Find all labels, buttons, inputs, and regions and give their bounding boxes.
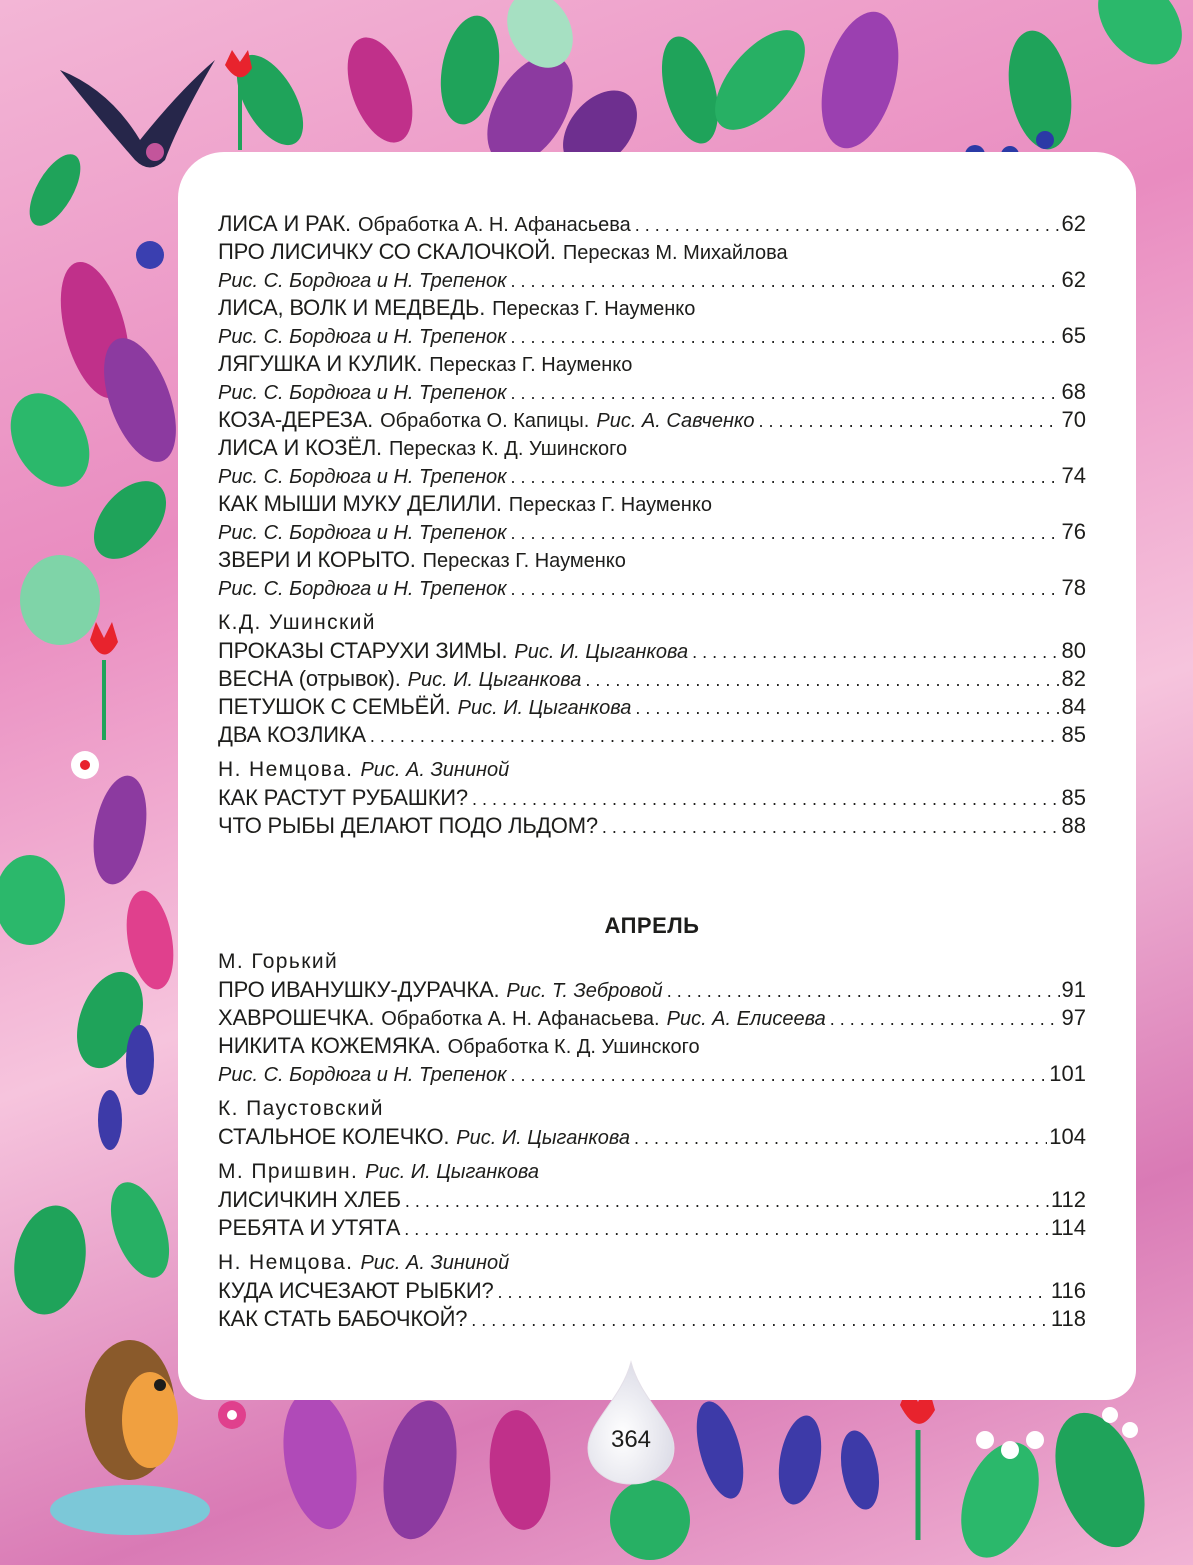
page-ref: 76 [1061, 519, 1086, 544]
entry-title: ЛИСИЧКИН ХЛЕБ [218, 1187, 401, 1212]
author-name: Н. Немцова. [218, 758, 354, 781]
page-ref: 84 [1061, 694, 1086, 719]
author-name: Н. Немцова. [218, 1251, 354, 1274]
leader-dots [634, 1124, 1047, 1151]
entry-title: НИКИТА КОЖЕМЯКА. [218, 1033, 441, 1058]
entry-title: ЛИСА И КОЗЁЛ. [218, 435, 382, 460]
entry-title: ВЕСНА (отрывок). [218, 666, 401, 691]
entry-illustrator: Рис. И. Цыганкова [457, 697, 632, 719]
author-heading: К. Паустовский [218, 1097, 384, 1120]
toc-entry-heading[interactable] [218, 1032, 1086, 1060]
leader-dots [602, 813, 1060, 840]
entry-illustrator: Рис. С. Бордюга и Н. Трепенок [218, 522, 507, 544]
toc-entry-illustrator[interactable] [218, 266, 1086, 294]
entry-adapter: Обработка О. Капицы. [380, 410, 590, 432]
leader-dots [471, 1306, 1049, 1333]
leader-dots [404, 1215, 1049, 1242]
author-heading [218, 756, 1086, 784]
bottom-tulip-icon [900, 1385, 935, 1540]
toc-entry-heading[interactable] [218, 294, 1086, 322]
toc-entry-illustrator[interactable] [218, 462, 1086, 490]
entry-title: ПЕТУШОК С СЕМЬЁЙ. [218, 694, 451, 719]
leader-dots [585, 666, 1059, 693]
page-number-droplet [586, 1360, 676, 1486]
page-ref: 82 [1061, 666, 1086, 691]
toc-entry[interactable] [218, 976, 1086, 1004]
page-ref: 80 [1061, 638, 1086, 663]
leader-dots [370, 722, 1060, 749]
toc-entry[interactable] [218, 406, 1086, 434]
page-ref: 114 [1050, 1215, 1086, 1240]
entry-adapter: Пересказ Г. Науменко [422, 550, 626, 572]
toc-entry[interactable] [218, 693, 1086, 721]
toc-entry[interactable] [218, 1186, 1086, 1214]
leader-dots [511, 519, 1060, 546]
toc-entry-heading[interactable] [218, 490, 1086, 518]
entry-title: КАК МЫШИ МУКУ ДЕЛИЛИ. [218, 491, 502, 516]
page-number: 364 [610, 1426, 652, 1453]
left-tulip-icon [90, 622, 118, 740]
leader-dots [498, 1278, 1049, 1305]
toc-entry-illustrator[interactable] [218, 322, 1086, 350]
page-ref: 65 [1061, 323, 1086, 348]
leader-dots [635, 694, 1059, 721]
entry-title: ПРО ИВАНУШКУ-ДУРАЧКА. [218, 977, 500, 1002]
entry-adapter: Обработка К. Д. Ушинского [447, 1036, 700, 1058]
leader-dots [511, 1061, 1048, 1088]
bottom-lilac-icon [273, 1385, 555, 1545]
page-ref: 112 [1050, 1187, 1086, 1212]
swallow-bird-icon [60, 60, 215, 168]
page-ref: 97 [1061, 1005, 1086, 1030]
leader-dots [472, 785, 1060, 812]
section-title-april: АПРЕЛЬ [604, 913, 700, 938]
entry-illustrator: Рис. А. Елисеева [666, 1008, 826, 1030]
leader-dots [635, 211, 1060, 238]
entry-illustrator: Рис. С. Бордюга и Н. Трепенок [218, 326, 507, 348]
toc-entry[interactable] [218, 1004, 1086, 1032]
page-ref: 62 [1061, 267, 1086, 292]
entry-title: КАК СТАТЬ БАБОЧКОЙ? [218, 1306, 468, 1331]
entry-title: ЛЯГУШКА И КУЛИК. [218, 351, 423, 376]
entry-illustrator: Рис. С. Бордюга и Н. Трепенок [218, 270, 507, 292]
leader-dots [692, 638, 1059, 665]
author-heading: М. Горький [218, 950, 339, 973]
page-ref: 118 [1050, 1306, 1086, 1331]
entry-title: СТАЛЬНОЕ КОЛЕЧКО. [218, 1124, 450, 1149]
entry-title: ЧТО РЫБЫ ДЕЛАЮТ ПОДО ЛЬДОМ? [218, 813, 598, 838]
author-illustrator: Рис. А. Зининой [360, 759, 510, 781]
entry-title: ЛИСА, ВОЛК И МЕДВЕДЬ. [218, 295, 486, 320]
entry-title: ПРО ЛИСИЧКУ СО СКАЛОЧКОЙ. [218, 239, 556, 264]
page-ref: 88 [1061, 813, 1086, 838]
page-ref: 68 [1061, 379, 1086, 404]
leader-dots [511, 463, 1060, 490]
leader-dots [759, 407, 1060, 434]
toc-entry[interactable] [218, 1277, 1086, 1305]
entry-title: КОЗА-ДЕРЕЗА. [218, 407, 374, 432]
entry-illustrator: Рис. С. Бордюга и Н. Трепенок [218, 1064, 507, 1086]
toc-entry[interactable] [218, 721, 1086, 749]
page-ref: 101 [1049, 1061, 1086, 1086]
page-ref: 104 [1049, 1124, 1086, 1149]
entry-illustrator: Рис. С. Бордюга и Н. Трепенок [218, 578, 507, 600]
entry-title: ЗВЕРИ И КОРЫТО. [218, 547, 416, 572]
leader-dots [511, 323, 1060, 350]
entry-title: КАК РАСТУТ РУБАШКИ? [218, 785, 468, 810]
leader-dots [667, 977, 1060, 1004]
toc-entry[interactable] [218, 637, 1086, 665]
entry-title: КУДА ИСЧЕЗАЮТ РЫБКИ? [218, 1278, 494, 1303]
entry-illustrator: Рис. А. Савченко [596, 410, 755, 432]
leader-dots [511, 379, 1060, 406]
entry-illustrator: Рис. И. Цыганкова [514, 641, 689, 663]
toc-entry-illustrator[interactable] [218, 518, 1086, 546]
entry-illustrator: Рис. Т. Зебровой [506, 980, 663, 1002]
page-ref: 85 [1061, 722, 1086, 747]
leader-dots [830, 1005, 1060, 1032]
page-ref: 70 [1061, 407, 1086, 432]
toc-entry-heading[interactable] [218, 238, 1086, 266]
bottom-crocus-icon [688, 1397, 885, 1513]
droplet-icon [586, 1360, 676, 1486]
toc-entry[interactable] [218, 1305, 1086, 1333]
entry-adapter: Пересказ М. Михайлова [562, 242, 788, 264]
entry-adapter: Обработка А. Н. Афанасьева [357, 214, 631, 236]
page-ref: 62 [1061, 211, 1086, 236]
entry-adapter: Пересказ Г. Науменко [492, 298, 696, 320]
entry-illustrator: Рис. С. Бордюга и Н. Трепенок [218, 466, 507, 488]
toc-entry[interactable] [218, 1214, 1086, 1242]
page-ref: 85 [1061, 785, 1086, 810]
toc-entry-heading[interactable] [218, 350, 1086, 378]
author-name: М. Пришвин. [218, 1160, 359, 1183]
entry-title: ПРОКАЗЫ СТАРУХИ ЗИМЫ. [218, 638, 508, 663]
author-heading [218, 1249, 1086, 1277]
toc-entry-illustrator[interactable] [218, 1060, 1086, 1088]
entry-title: РЕБЯТА И УТЯТА [218, 1215, 401, 1240]
bottom-leaf-icon [610, 1401, 1162, 1565]
entry-adapter: Пересказ Г. Науменко [429, 354, 633, 376]
entry-adapter: Пересказ Г. Науменко [508, 494, 712, 516]
toc-entry[interactable] [218, 665, 1086, 693]
entry-illustrator: Рис. И. Цыганкова [456, 1127, 631, 1149]
author-heading [218, 1158, 1086, 1186]
entry-title: ЛИСА И РАК. [218, 211, 351, 236]
toc-entry[interactable] [218, 1123, 1086, 1151]
page-ref: 74 [1061, 463, 1086, 488]
leader-dots [511, 267, 1060, 294]
toc-entry-heading[interactable] [218, 546, 1086, 574]
page-ref: 78 [1061, 575, 1086, 600]
toc-entry[interactable] [218, 784, 1086, 812]
page-ref: 91 [1061, 977, 1086, 1002]
entry-illustrator: Рис. И. Цыганкова [407, 669, 582, 691]
entry-title: ХАВРОШЕЧКА. [218, 1005, 375, 1030]
author-heading: К.Д. Ушинский [218, 611, 376, 634]
entry-title: ДВА КОЗЛИКА [218, 722, 366, 747]
author-illustrator: Рис. А. Зининой [360, 1252, 510, 1274]
author-illustrator: Рис. И. Цыганкова [365, 1161, 539, 1183]
page-ref: 116 [1050, 1278, 1086, 1303]
leader-dots [511, 575, 1060, 602]
toc-entry[interactable] [218, 812, 1086, 840]
toc-entry[interactable] [218, 210, 1086, 238]
entry-illustrator: Рис. С. Бордюга и Н. Трепенок [218, 382, 507, 404]
toc-entry-heading[interactable] [218, 434, 1086, 462]
toc-entry-illustrator[interactable] [218, 378, 1086, 406]
entry-adapter: Пересказ К. Д. Ушинского [388, 438, 628, 460]
table-of-contents [218, 210, 1086, 1333]
entry-adapter: Обработка А. Н. Афанасьева. [381, 1008, 660, 1030]
leader-dots [405, 1187, 1049, 1214]
toc-entry-illustrator[interactable] [218, 574, 1086, 602]
